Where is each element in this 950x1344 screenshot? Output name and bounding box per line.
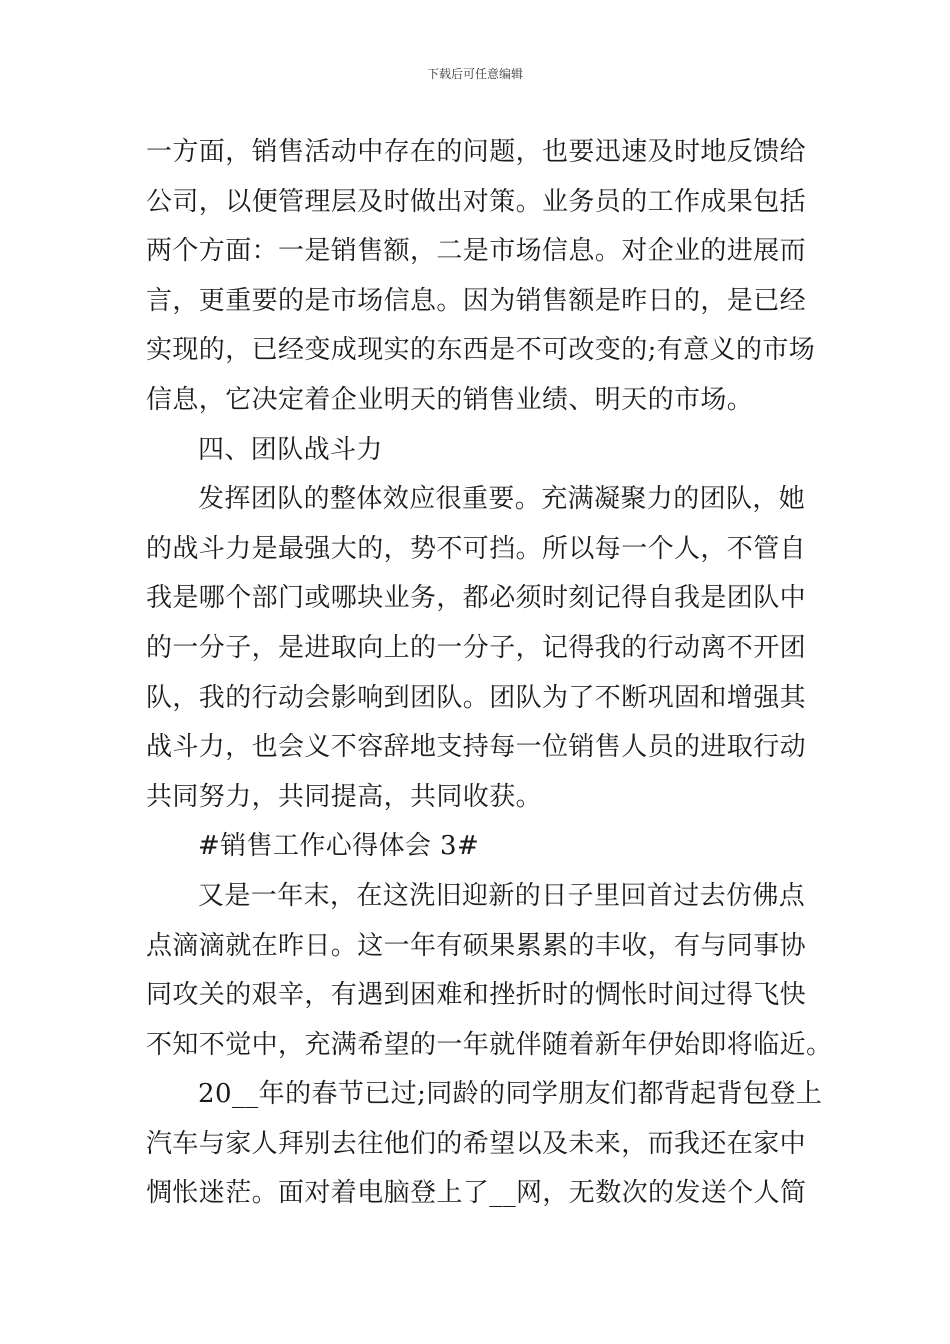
- text-line: 20__年的春节已过;同龄的同学朋友们都背起背包登上: [198, 1079, 823, 1110]
- text-line: 共同努力，共同提高，共同收获。: [146, 781, 543, 812]
- text-line: 点滴滴就在昨日。这一年有硕果累累的丰收，有与同事协: [146, 930, 807, 961]
- text-line: 同攻关的艰辛，有遇到困难和挫折时的惆怅时间过得飞快: [146, 980, 807, 1011]
- text-line: 我是哪个部门或哪块业务，都必须时刻记得自我是团队中: [146, 583, 807, 614]
- text-line: 汽车与家人拜别去往他们的希望以及未来，而我还在家中: [146, 1128, 807, 1159]
- body-text: [146, 128, 833, 1219]
- text-line: 的战斗力是最强大的，势不可挡。所以每一个人，不管自: [146, 533, 807, 564]
- text-line: 公司，以便管理层及时做出对策。业务员的工作成果包括: [146, 186, 807, 217]
- text-line: 不知不觉中，充满希望的一年就伴随着新年伊始即将临近。: [146, 1029, 833, 1060]
- text-line: 信息，它决定着企业明天的销售业绩、明天的市场。: [146, 384, 754, 415]
- text-line: 的一分子，是进取向上的一分子，记得我的行动离不开团: [146, 632, 807, 663]
- text-line: 言，更重要的是市场信息。因为销售额是昨日的，是已经: [146, 285, 807, 316]
- text-line: 战斗力，也会义不容辞地支持每一位销售人员的进取行动: [146, 732, 807, 763]
- text-line: 又是一年末，在这洗旧迎新的日子里回首过去仿佛点: [198, 880, 806, 911]
- header-note: 下载后可任意编辑: [426, 67, 523, 81]
- text-line: 发挥团队的整体效应很重要。充满凝聚力的团队，她: [198, 484, 806, 515]
- section-heading: 四、团队战斗力: [198, 434, 383, 465]
- text-line: 实现的，已经变成现实的东西是不可改变的;有意义的市场: [146, 335, 816, 366]
- text-line: 一方面，销售活动中存在的问题，也要迅速及时地反馈给: [146, 137, 807, 167]
- text-line: 惆怅迷茫。面对着电脑登上了__网，无数次的发送个人简: [146, 1178, 807, 1209]
- section-heading: #销售工作心得体会 3#: [198, 831, 480, 862]
- text-line: 两个方面：一是销售额，二是市场信息。对企业的进展而: [146, 236, 807, 267]
- text-line: 队，我的行动会影响到团队。团队为了不断巩固和增强其: [146, 682, 807, 713]
